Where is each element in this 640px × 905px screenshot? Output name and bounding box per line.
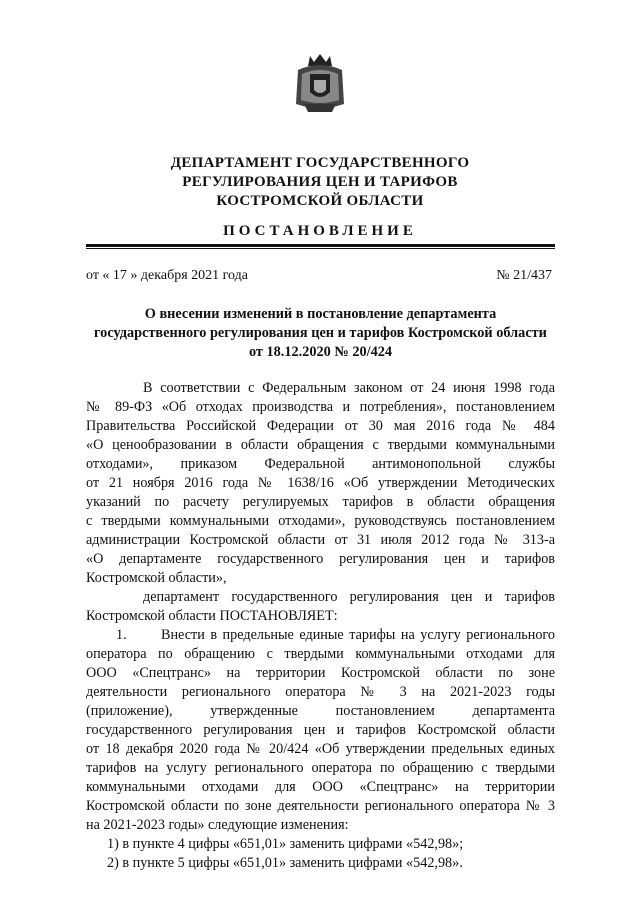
- body-text-line: от 18 декабря 2020 года № 20/424 «Об утверждении предельных единых: [86, 741, 555, 757]
- document-number: № 21/437: [496, 268, 552, 283]
- sub-item-2: 2) в пункте 5 цифры «651,01» заменить цифрами «542,98».: [107, 855, 463, 871]
- body-text-line: Костромской области ПОСТАНОВЛЯЕТ:: [86, 608, 338, 624]
- body-text-line: отходами», приказом Федеральной антимонопольной службы: [86, 456, 555, 472]
- coat-of-arms-icon: [292, 52, 348, 114]
- body-text-line: тарифов на услугу регионального оператора по обращению с твердыми: [86, 760, 555, 776]
- body-text-line: оператора по обращению с твердыми коммунальными отходами для: [86, 646, 555, 662]
- document-title-line-3: от 18.12.2020 № 20/424: [248, 344, 393, 360]
- body-text-line: коммунальными отходами для ООО «Спецтранс» на территории: [86, 779, 555, 795]
- body-text-line: департамент государственного регулирования цен и тарифов: [143, 589, 555, 605]
- body-text-line: государственного регулирования цен и тарифов Костромской области: [86, 722, 555, 738]
- body-text-line: на 2021-2023 годы» следующие изменения:: [86, 817, 349, 833]
- body-text-line: Правительства Российской Федерации от 30 мая 2016 года № 484: [86, 418, 555, 434]
- body-text-line: В соответствии с Федеральным законом от 24 июня 1998 года: [143, 380, 555, 396]
- body-text-line: Внести в предельные единые тарифы на услугу регионального: [161, 627, 555, 643]
- body-text-line: Костромской области»,: [86, 570, 227, 586]
- document-title-line-1: О внесении изменений в постановление департамента: [144, 306, 497, 322]
- item-number: 1.: [116, 627, 127, 643]
- body-text-line: от 21 ноября 2016 года № 1638/16 «Об утверждении Методических: [86, 475, 555, 491]
- body-text-line: № 89-ФЗ «Об отходах производства и потребления», постановлением: [86, 399, 555, 415]
- header-divider-thin: [86, 248, 555, 249]
- body-text-line: (приложение), утвержденные постановлением департамента: [86, 703, 555, 719]
- document-title-line-2: государственного регулирования цен и тарифов Костромской области: [94, 325, 547, 341]
- department-name-line-2: РЕГУЛИРОВАНИЯ ЦЕН И ТАРИФОВ: [182, 174, 458, 190]
- sub-item-1: 1) в пункте 4 цифры «651,01» заменить цифрами «542,98»;: [107, 836, 464, 852]
- body-text-line: администрации Костромской области от 31 июля 2012 года № 313-а: [86, 532, 555, 548]
- body-text-line: ООО «Спецтранс» на территории Костромской области по зоне: [86, 665, 555, 681]
- header-divider-thick: [86, 244, 555, 247]
- body-text-line: указаний по расчету регулируемых тарифов в области обращения: [86, 494, 555, 510]
- body-text-line: деятельности регионального оператора № 3 на 2021-2023 годы: [86, 684, 555, 700]
- document-date: от « 17 » декабря 2021 года: [86, 268, 248, 283]
- document-type-heading: ПОСТАНОВЛЕНИЕ: [223, 223, 417, 239]
- body-text-line: «О департаменте государственного регулирования цен и тарифов: [86, 551, 555, 567]
- body-text-line: «О ценообразовании в области обращения с твердыми коммунальными: [86, 437, 555, 453]
- department-name-line-3: КОСТРОМСКОЙ ОБЛАСТИ: [216, 193, 424, 209]
- department-name-line-1: ДЕПАРТАМЕНТ ГОСУДАРСТВЕННОГО: [170, 155, 470, 171]
- body-text-line: с твердыми коммунальными отходами», руководствуясь постановлением: [86, 513, 555, 529]
- body-text-line: Костромской области по зоне деятельности регионального оператора № 3: [86, 798, 555, 814]
